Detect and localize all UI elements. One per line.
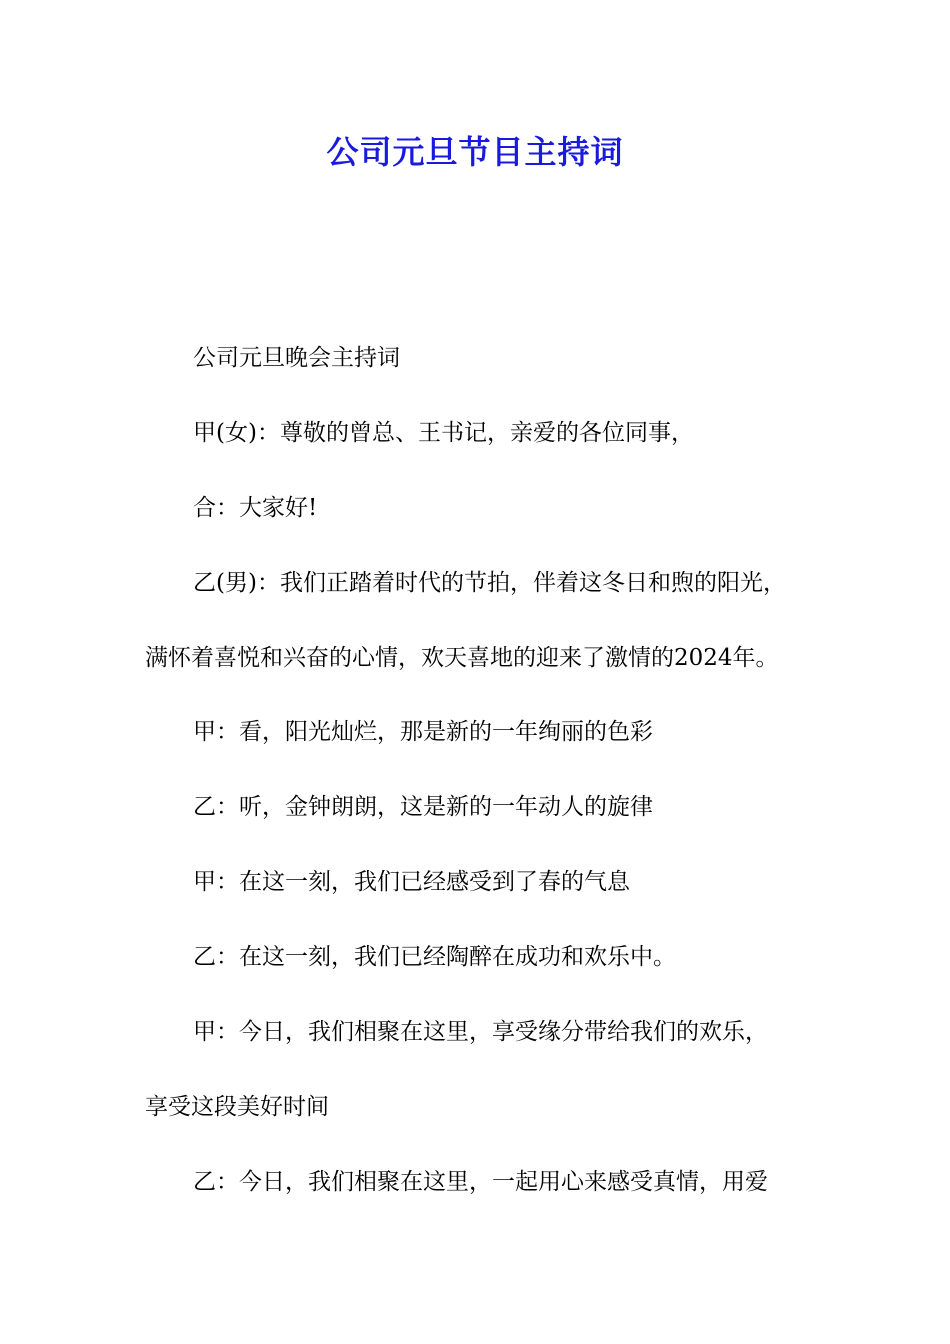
paragraph-line: 乙(男)：我们正踏着时代的节拍，伴着这冬日和煦的阳光， <box>193 570 786 596</box>
paragraph-line: 甲(女)：尊敬的曾总、王书记，亲爱的各位同事， <box>193 420 694 446</box>
paragraph-line: 公司元旦晚会主持词 <box>193 345 400 371</box>
paragraph-line: 乙：在这一刻，我们已经陶醉在成功和欢乐中。 <box>193 944 676 970</box>
paragraph-line: 甲：在这一刻，我们已经感受到了春的气息 <box>193 869 630 895</box>
paragraph-line: 乙：听，金钟朗朗，这是新的一年动人的旋律 <box>193 794 653 820</box>
paragraph-line: 合：大家好! <box>193 495 318 521</box>
paragraph-line: 甲：今日，我们相聚在这里，享受缘分带给我们的欢乐， <box>193 1019 768 1045</box>
page-title: 公司元旦节目主持词 <box>326 133 624 171</box>
paragraph-line: 满怀着喜悦和兴奋的心情，欢天喜地的迎来了激情的2024年。 <box>145 645 779 671</box>
paragraph-line: 享受这段美好时间 <box>145 1094 329 1120</box>
paragraph-line: 乙：今日，我们相聚在这里，一起用心来感受真情，用爱 <box>193 1169 768 1195</box>
paragraph-line: 甲：看，阳光灿烂，那是新的一年绚丽的色彩 <box>193 719 653 745</box>
